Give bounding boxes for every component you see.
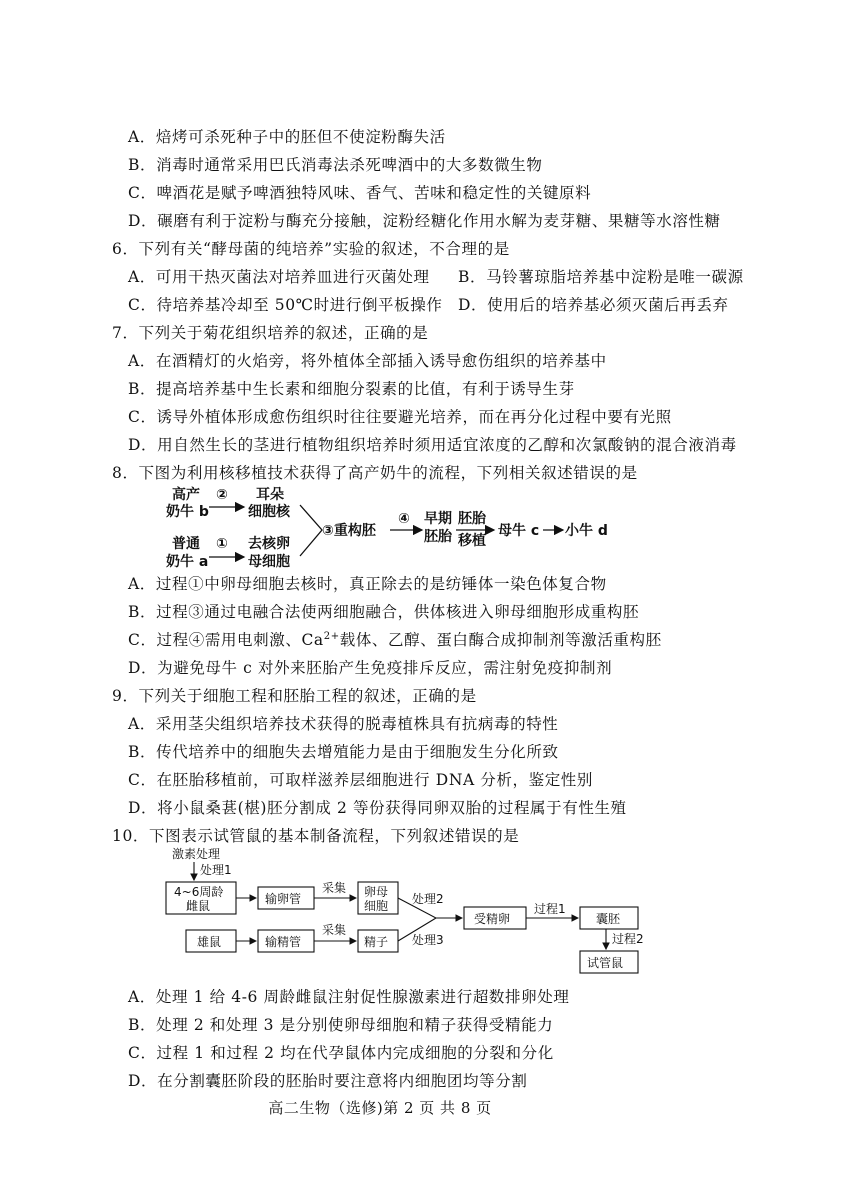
q8-option-c-sup: 2+: [323, 630, 340, 642]
normal-cow-label-2: 奶牛 a: [166, 554, 209, 570]
treatment-3-label: 处理3: [412, 933, 444, 947]
step-2-label: ②: [216, 487, 228, 503]
collect-2-label: 采集: [322, 923, 347, 937]
early-embryo-label-2: 胚胎: [424, 529, 452, 545]
q5-option-b: B．消毒时通常采用巴氏消毒法杀死啤酒中的大多数微生物: [128, 156, 543, 174]
hormone-treatment-label: 激素处理: [172, 847, 221, 861]
q9-option-a: A．采用茎尖组织培养技术获得的脱毒植株具有抗病毒的特性: [128, 715, 559, 733]
q6-stem: 6．下列有关“酵母菌的纯培养”实验的叙述，不合理的是: [112, 240, 510, 258]
q6-option-c: C．待培养基冷却至 50℃时进行倒平板操作: [128, 296, 443, 314]
reconstructed-embryo-label: ③重构胚: [322, 523, 376, 539]
high-yield-cow-label-1: 高产: [172, 487, 200, 503]
step-4-label: ④: [398, 511, 410, 527]
q9-option-c: C．在胚胎移植前，可取样滋养层细胞进行 DNA 分析，鉴定性别: [128, 771, 593, 789]
q7-option-a: A．在酒精灯的火焰旁，将外植体全部插入诱导愈伤组织的培养基中: [128, 352, 607, 370]
enucleated-egg-label-2: 母细胞: [248, 554, 290, 570]
page-footer: 高二生物（选修)第 2 页 共 8 页: [268, 1099, 492, 1117]
high-yield-cow-label-2: 奶牛 b: [166, 504, 209, 520]
female-mouse-label-1: 4~6周龄: [174, 885, 224, 899]
q5-option-d: D．碾磨有利于淀粉与酶充分接触，淀粉经糖化作用水解为麦芽糖、果糖等水溶性糖: [128, 212, 721, 230]
embryo-transfer-label-2: 移植: [458, 533, 486, 549]
q9-stem: 9．下列关于细胞工程和胚胎工程的叙述，正确的是: [112, 687, 477, 705]
q7-stem: 7．下列关于菊花组织培养的叙述，正确的是: [112, 324, 429, 342]
male-mouse-label: 雄鼠: [197, 935, 222, 949]
treatment-1-label: 处理1: [200, 863, 232, 877]
q6-option-b: B．马铃薯琼脂培养基中淀粉是唯一碳源: [458, 268, 744, 286]
q8-option-b: B．过程③通过电融合法使两细胞融合，供体核进入卵母细胞形成重构胚: [128, 603, 640, 621]
q5-option-a: A．焙烤可杀死种子中的胚但不使淀粉酶失活: [128, 128, 446, 146]
q7-option-d: D．用自然生长的茎进行植物组织培养时须用适宜浓度的乙醇和次氯酸钠的混合液消毒: [128, 436, 737, 454]
mother-cow-label: 母牛 c: [498, 523, 540, 539]
female-mouse-label-2: 雌鼠: [186, 899, 211, 913]
q7-option-b: B．提高培养基中生长素和细胞分裂素的比值，有利于诱导生芽: [128, 380, 575, 398]
process-1-label: 过程1: [534, 902, 566, 916]
q10-option-a: A．处理 1 给 4-6 周龄雌鼠注射促性腺激素进行超数排卵处理: [128, 988, 570, 1006]
oviduct-label: 输卵管: [265, 892, 302, 906]
q9-option-b: B．传代培养中的细胞失去增殖能力是由于细胞发生分化所致: [128, 743, 559, 761]
embryo-transfer-label-1: 胚胎: [458, 511, 486, 527]
early-embryo-label-1: 早期: [424, 511, 452, 527]
sperm-label: 精子: [364, 935, 389, 949]
q9-option-d: D．将小鼠桑葚(椹)胚分割成 2 等份获得同卵双胎的过程属于有性生殖: [128, 799, 627, 817]
q7-option-c: C．诱导外植体形成愈伤组织时往往要避光培养，而在再分化过程中要有光照: [128, 408, 672, 426]
collect-1-label: 采集: [322, 881, 347, 895]
q5-option-c: C．啤酒花是赋予啤酒独特风味、香气、苦味和稳定性的关键原料: [128, 184, 592, 202]
test-tube-mouse-label: 试管鼠: [587, 956, 624, 970]
q8-option-c-post: 载体、乙醇、蛋白酶合成抑制剂等激活重构胚: [339, 631, 662, 649]
oocyte-label-2: 细胞: [364, 899, 389, 913]
q8-option-c-pre: C．过程④需用电刺激、Ca: [128, 631, 324, 649]
ear-nucleus-label-2: 细胞核: [248, 504, 290, 520]
q10-option-c: C．过程 1 和过程 2 均在代孕鼠体内完成细胞的分裂和分化: [128, 1044, 554, 1062]
q8-option-a: A．过程①中卵母细胞去核时，真正除去的是纺锤体一染色体复合物: [128, 575, 607, 593]
enucleated-egg-label-1: 去核卵: [248, 536, 290, 552]
ear-nucleus-label-1: 耳朵: [256, 487, 284, 503]
q6-option-a: A．可用干热灭菌法对培养皿进行灭菌处理: [128, 268, 430, 286]
treatment-2-label: 处理2: [412, 892, 444, 906]
step-1-label: ①: [216, 536, 228, 552]
q10-stem: 10．下图表示试管鼠的基本制备流程，下列叙述错误的是: [112, 827, 520, 845]
q8-option-d: D．为避免母牛 c 对外来胚胎产生免疫排斥反应，需注射免疫抑制剂: [128, 659, 613, 677]
q6-option-d: D．使用后的培养基必须灭菌后再丢弃: [458, 296, 729, 314]
oocyte-label-1: 卵母: [364, 885, 389, 899]
q10-option-b: B．处理 2 和处理 3 是分别使卵母细胞和精子获得受精能力: [128, 1016, 554, 1034]
calf-label: 小牛 d: [565, 523, 608, 539]
process-2-label: 过程2: [612, 932, 644, 946]
vas-deferens-label: 输精管: [265, 935, 302, 949]
q10-option-d: D．在分割囊胚阶段的胚胎时要注意将内细胞团均等分割: [128, 1072, 528, 1090]
normal-cow-label-1: 普通: [172, 536, 200, 552]
q8-stem: 8．下图为利用核移植技术获得了高产奶牛的流程，下列相关叙述错误的是: [112, 464, 638, 482]
zygote-label: 受精卵: [474, 912, 511, 926]
blastocyst-label: 囊胚: [596, 912, 621, 926]
